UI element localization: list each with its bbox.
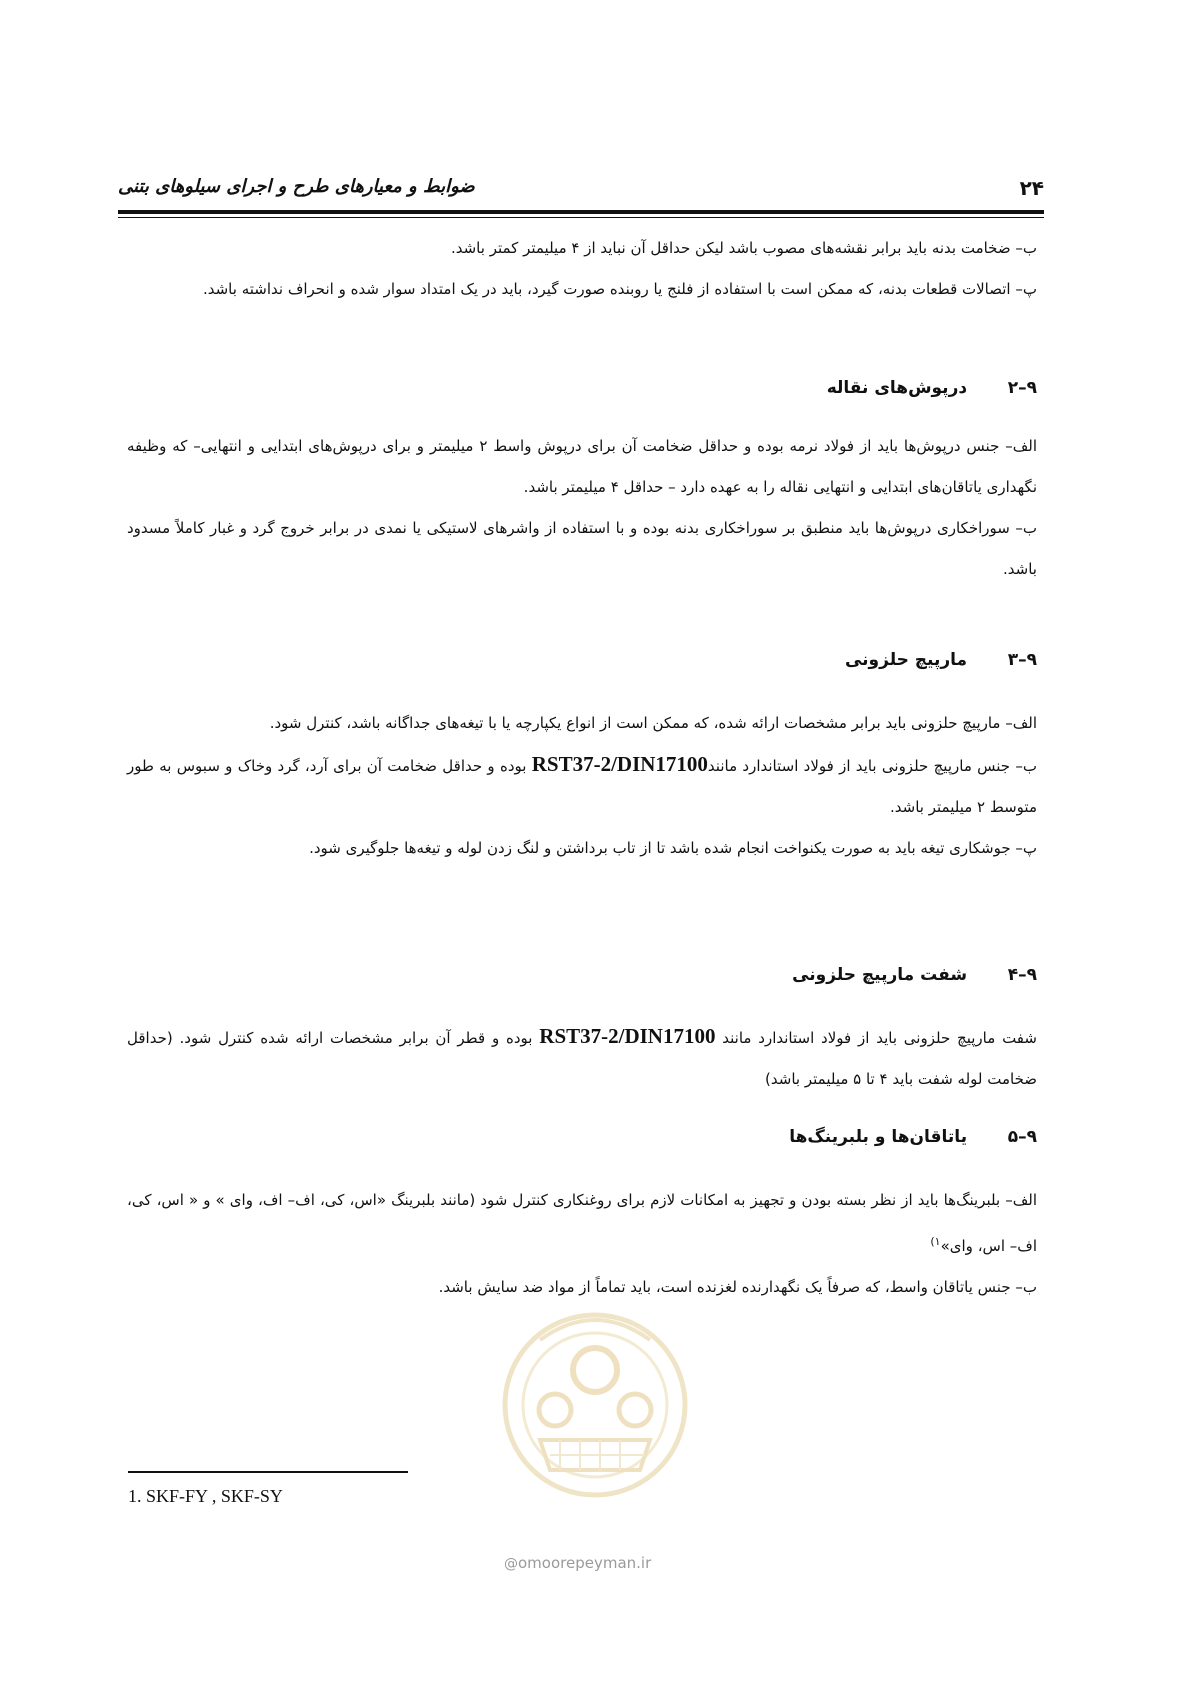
section-9-3-body (127, 703, 1037, 869)
section-9-2-body (127, 426, 1037, 590)
at-icon: @ (504, 1556, 518, 1572)
paragraph-with-standard (127, 1016, 1037, 1100)
section-number: ۹–۵ (1007, 1127, 1037, 1147)
section-title: شفت مارپیچ حلزونی (792, 965, 968, 985)
watermark-seal-icon (500, 1310, 690, 1540)
watermark-url (504, 1554, 651, 1572)
page-header (118, 176, 1044, 206)
standard-code: RST37-2/DIN17100 (531, 752, 708, 776)
intro-paragraph-p: پ‌– اتصالات قطعات بدنه، که ممکن است با استفاده از فلنج یا روبنده صورت گیرد، باید در یک امتداد سوار شده و انحراف نداشته باشد. (202, 280, 1037, 298)
header-rule-thin (118, 217, 1044, 218)
section-number: ۹–۲ (1007, 378, 1037, 398)
footnote-rule (128, 1471, 408, 1473)
section-heading-9-4 (792, 965, 1037, 985)
section-number: ۹–۴ (1007, 965, 1037, 985)
section-title: درپوش‌های نقاله (826, 378, 968, 398)
paragraph: الف‌– مارپیچ حلزونی باید برابر مشخصات ارائه شده، که ممکن است از انواع یکپارچه یا با تیغه‌های جداگانه باشد، کنترل شود. (269, 714, 1037, 732)
section-heading-9-2 (827, 378, 1037, 398)
text-part: الف‌– بلبرینگ‌ها باید از نظر بسته بودن و تجهیز به امکانات لازم برای روغنکاری کنترل شود (مانند بلبرینگ «اس، کی، اف– اف، وای » و « اس، کی، اف– اس، وای» (127, 1191, 1037, 1255)
header-rule-thick (118, 210, 1044, 214)
paragraph: الف‌– جنس درپوش‌ها باید از فولاد نرمه بوده و حداقل ضخامت آن برای درپوش واسط ۲ میلیمتر و برای درپوش‌های ابتدایی و انتهایی– که وظیفه نگهداری یاتاقان‌های ابتدایی و انتهایی نقاله را به عهده دارد – حداقل ۴ میلیمتر باشد. (127, 437, 1037, 496)
header-title: ضوابط و معیارهای طرح و اجرای سیلوهای بتنی (118, 176, 475, 197)
section-heading-9-5 (789, 1127, 1037, 1147)
intro-block (127, 228, 1037, 310)
section-title: مارپیچ حلزونی (844, 650, 968, 670)
footnote: 1. SKF-FY , SKF-SY (128, 1486, 283, 1506)
section-heading-9-3 (845, 650, 1037, 670)
paragraph: ب‌– سوراخکاری درپوش‌ها باید منطبق بر سوراخکاری بدنه بوده و با استفاده از واشرهای لاستیکی یا نمدی در برابر خروج گرد و غبار کاملاً مسدود باشد. (127, 519, 1037, 578)
paragraph-with-footnote (127, 1180, 1037, 1267)
text-part: شفت مارپیچ حلزونی باید از فولاد استاندارد مانند (722, 1029, 1037, 1047)
watermark-url-text: omoorepeyman.ir (518, 1554, 652, 1572)
section-9-4-body (127, 1016, 1037, 1100)
intro-paragraph-b: ب‌– ضخامت بدنه باید برابر نقشه‌های مصوب باشد لیکن حداقل آن نباید از ۴ میلیمتر کمتر باشد. (450, 239, 1037, 257)
paragraph-with-standard (127, 744, 1037, 828)
section-title: یاتاقان‌ها و بلبرینگ‌ها (789, 1127, 968, 1147)
footnote-mark: ۱) (930, 1235, 941, 1248)
text-part: بوده و حداقل ضخامت آن برای آرد، گرد وخاک و سبوس به طور متوسط ۲ میلیمتر باشد. (127, 757, 1037, 816)
section-number: ۹–۳ (1007, 650, 1037, 670)
paragraph: پ‌– جوشکاری تیغه باید به صورت یکنواخت انجام شده باشد تا از تاب برداشتن و لنگ زدن لوله و تیغه‌ها جلوگیری شود. (309, 839, 1037, 857)
standard-code: RST37-2/DIN17100 (539, 1024, 716, 1048)
text-part: بوده و قطر آن برابر مشخصات ارائه شده کنترل شود. (حداقل ضخامت لوله شفت باید ۴ تا ۵ میلیمتر باشد) (127, 1029, 1037, 1088)
page-number: ۲۴ (1019, 176, 1044, 200)
section-9-5-body (127, 1180, 1037, 1308)
paragraph: ب‌– جنس یاتاقان واسط، که صرفاً یک نگهدارنده لغزنده است، باید تماماً از مواد ضد سایش باشد. (438, 1278, 1037, 1296)
text-part: ب‌– جنس مارپیچ حلزونی باید از فولاد استاندارد مانند (707, 757, 1037, 775)
